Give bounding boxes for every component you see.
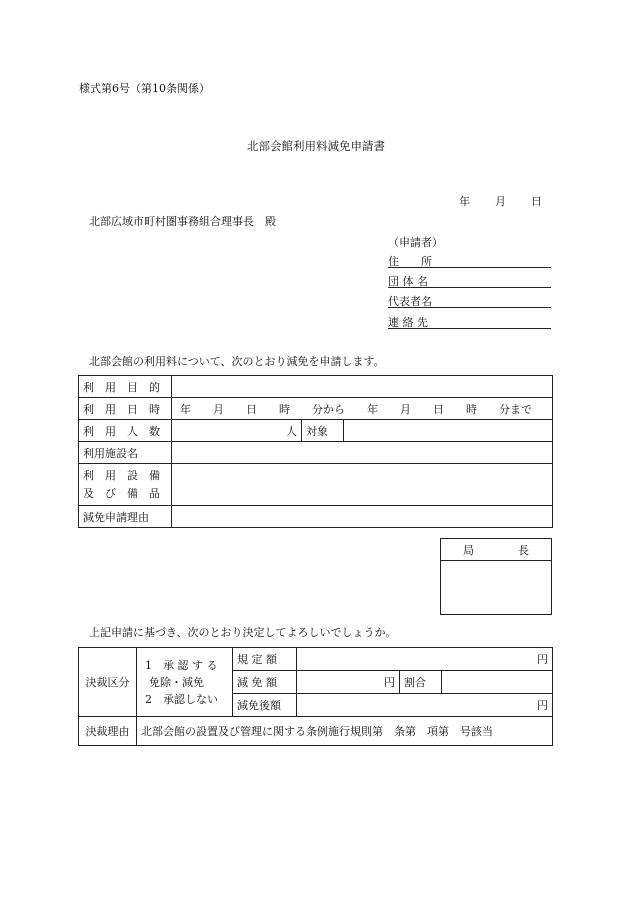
decision-options[interactable]	[137, 648, 233, 717]
purpose-row	[79, 376, 553, 398]
reason-row	[79, 506, 553, 528]
director-seal-area[interactable]	[441, 561, 552, 615]
after-reduction-yen: 円	[537, 699, 549, 712]
contact-field[interactable]	[388, 314, 551, 329]
people-label: 利 用 人 数	[79, 420, 172, 442]
option-exempt-reduce: 免除・減免	[149, 675, 204, 689]
form-number: 様式第6号（第10条関係）	[79, 82, 210, 95]
decision-reason-text[interactable]: 北部会館の設置及び管理に関する条例施行規則第 条第 項第 号該当	[137, 717, 553, 746]
page-title: 北部会館利用料減免申請書	[247, 139, 385, 153]
director-approval-box	[440, 538, 552, 615]
decision-reason-label: 決裁理由	[79, 717, 137, 746]
date-month: 月	[495, 195, 506, 208]
ratio-input[interactable]	[442, 671, 553, 694]
ratio-label: 割合	[400, 671, 442, 694]
decision-intro: 上記申請に基づき、次のとおり決定してよろしいでしょうか。	[89, 626, 397, 639]
datetime-row	[79, 398, 553, 420]
facility-input[interactable]	[172, 442, 553, 464]
director-label: 局 長	[441, 539, 552, 561]
after-reduction-input[interactable]	[297, 694, 553, 717]
addressee: 北部広域市町村圏事務組合理事長 殿	[89, 215, 276, 228]
regular-fee-yen: 円	[537, 653, 549, 666]
applicant-heading: （申請者）	[388, 236, 443, 249]
people-input[interactable]	[172, 420, 302, 442]
option-approve: 1 承 認 す る	[145, 658, 218, 672]
application-table	[78, 375, 553, 528]
purpose-label: 利 用 目 的	[79, 376, 172, 398]
reduction-label: 減 免 額	[233, 671, 297, 694]
target-label: 対象	[302, 420, 344, 442]
regular-fee-label: 規 定 額	[233, 648, 297, 671]
after-reduction-label: 減免後額	[233, 694, 297, 717]
reason-input[interactable]	[172, 506, 553, 528]
decision-category-label: 決裁区分	[79, 648, 137, 717]
address-field[interactable]	[388, 253, 551, 268]
equipment-label-line1: 利 用 設 備	[83, 468, 160, 482]
people-row	[79, 420, 553, 442]
people-unit: 人	[286, 424, 297, 438]
regular-fee-input[interactable]	[297, 648, 553, 671]
date-day: 日	[531, 195, 542, 208]
target-input[interactable]	[344, 420, 553, 442]
representative-field[interactable]	[388, 293, 551, 308]
equipment-label-line2: 及 び 備 品	[83, 486, 160, 500]
contact-label: 連 絡 先	[388, 316, 428, 329]
option-reject: 2 承認しない	[145, 692, 218, 706]
equipment-row	[79, 464, 553, 506]
reason-label: 減免申請理由	[79, 506, 172, 528]
equipment-label	[79, 464, 172, 506]
reduction-yen: 円	[384, 676, 395, 689]
group-name-field[interactable]	[388, 273, 551, 288]
date-year: 年	[459, 195, 470, 208]
purpose-input[interactable]	[172, 376, 553, 398]
facility-row	[79, 442, 553, 464]
datetime-input[interactable]: 年 月 日 時 分から 年 月 日 時 分まで	[172, 398, 553, 420]
reduction-input[interactable]	[297, 671, 400, 694]
application-intro: 北部会館の利用料について、次のとおり減免を申請します。	[89, 355, 385, 368]
equipment-input[interactable]	[172, 464, 553, 506]
facility-label: 利用施設名	[79, 442, 172, 464]
decision-table	[78, 647, 553, 746]
datetime-label: 利 用 日 時	[79, 398, 172, 420]
group-name-label: 団 体 名	[388, 275, 428, 288]
representative-label: 代表者名	[388, 295, 432, 308]
address-label: 住 所	[388, 255, 432, 268]
